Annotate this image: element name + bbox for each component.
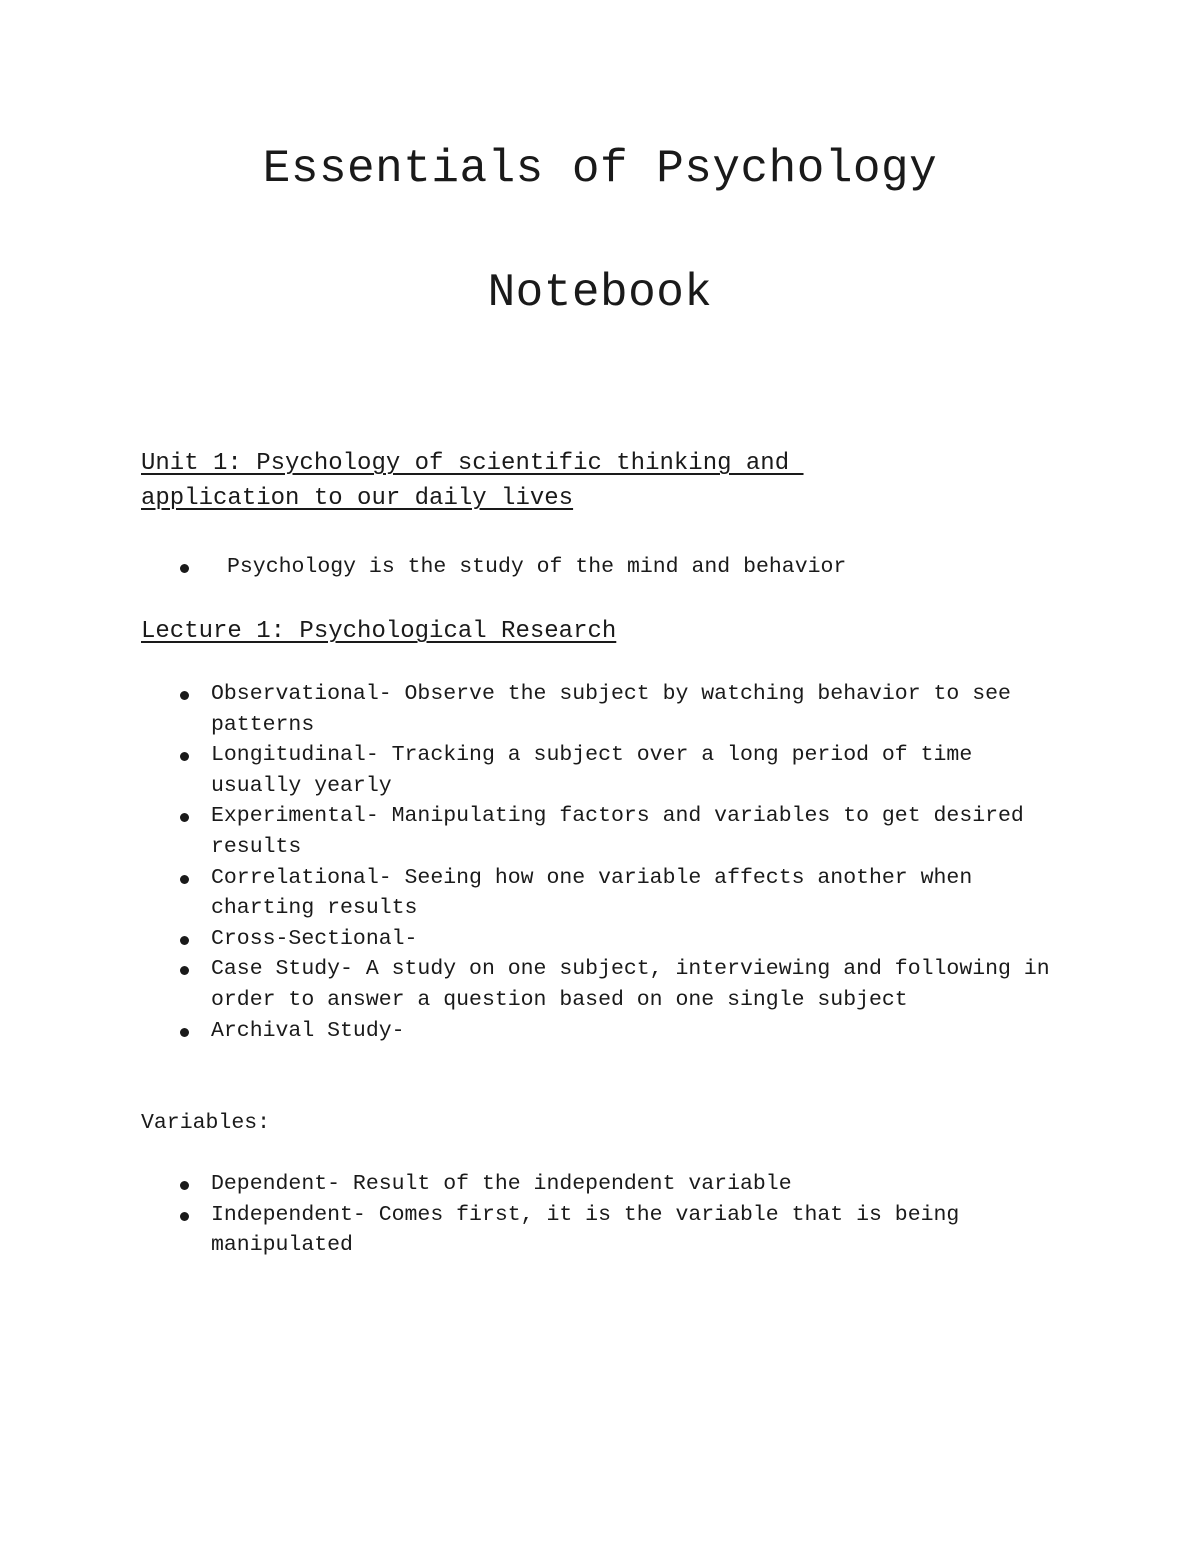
variables-label: Variables: [141,1111,271,1135]
lecture-heading: Lecture 1: Psychological Research [141,618,617,645]
list-item [0,679,1051,740]
unit-heading [141,446,941,516]
list-item-text: Correlational- Seeing how one variable affects another when charting results [211,865,973,921]
variables-list [0,1169,1051,1261]
list-item [0,552,1067,583]
bullet-icon [180,1181,189,1190]
bullet-icon [180,936,189,945]
list-item [0,863,1051,924]
list-item [0,924,1051,955]
bullet-icon [180,564,189,573]
list-item-text: Case Study- A study on one subject, interviewing and following in order to answer a question based on one single subject [211,957,1050,1012]
unit-heading-line-2: application to our daily lives [141,485,574,512]
list-item-text: Longitudinal- Tracking a subject over a long period of time usually yearly [211,743,973,798]
intro-bullet-list [0,552,1067,583]
bullet-icon [180,691,189,700]
list-item-text: Cross-Sectional- [211,926,418,951]
bullet-icon [180,875,189,884]
list-item-text: Experimental- Manipulating factors and variables to get desired results [211,804,1024,859]
bullet-icon [180,752,189,761]
list-item [0,740,1051,801]
list-item-text: Dependent- Result of the independent variable [211,1172,792,1196]
list-item-text: Psychology is the study of the mind and behavior [227,555,847,579]
list-item-text: Independent- Comes first, it is the variable that is being manipulated [211,1202,960,1258]
bullet-icon [180,1028,189,1037]
document-title: Essentials of Psychology [262,143,938,195]
document-subtitle: Notebook [487,267,713,319]
list-item [0,801,1051,862]
list-item-text: Archival Study- [211,1018,405,1043]
unit-heading-line-1: Unit 1: Psychology of scientific thinking and [141,450,804,477]
list-item [0,954,1051,1015]
research-methods-list [0,679,1051,1046]
bullet-icon [180,813,189,822]
bullet-icon [180,1212,189,1221]
list-item [0,1169,1051,1200]
list-item [0,1200,1051,1261]
bullet-icon [180,966,189,975]
list-item [0,1016,1051,1047]
list-item-text: Observational- Observe the subject by watching behavior to see patterns [211,682,1011,737]
